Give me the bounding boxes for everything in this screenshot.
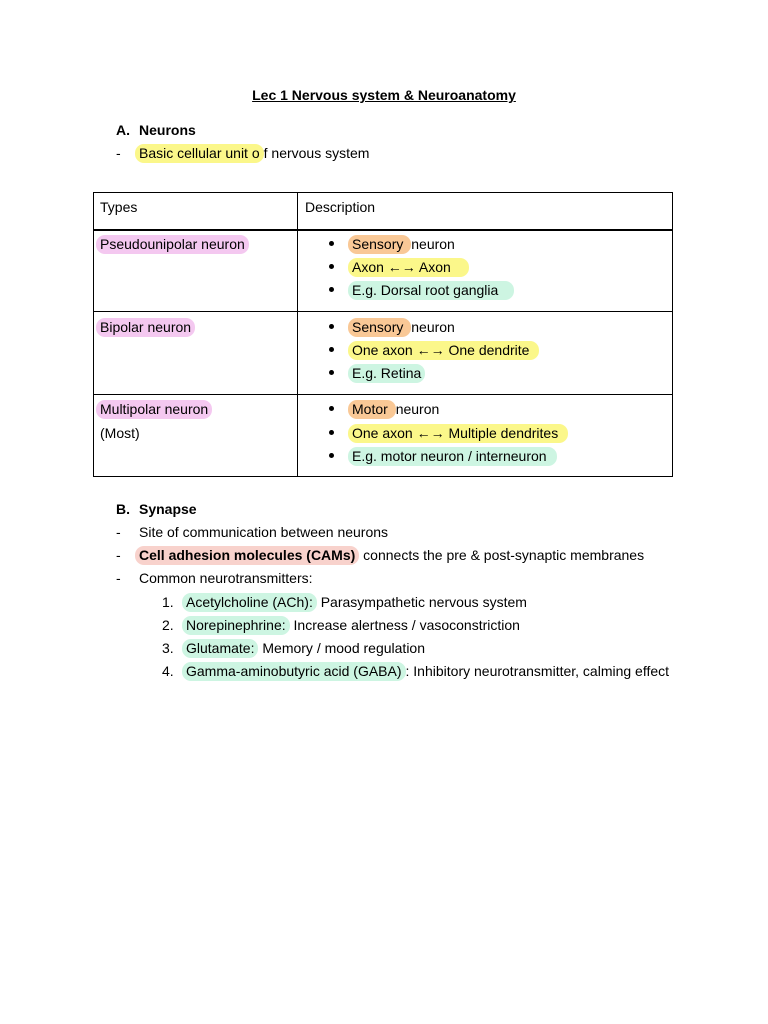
table-header-types: Types xyxy=(100,199,138,215)
neuron-type-cell xyxy=(100,236,249,253)
section-a-dash: - xyxy=(116,145,121,161)
synapse-point-3: Common neurotransmitters: xyxy=(139,570,313,586)
neurotransmitter-desc: Parasympathetic nervous system xyxy=(316,594,527,610)
bullet-icon xyxy=(329,347,334,352)
table-border-right xyxy=(672,192,673,477)
neurotransmitter-name: Gamma-aminobutyric acid (GABA) xyxy=(182,662,406,681)
bullet-icon xyxy=(329,370,334,375)
bullet-icon xyxy=(329,264,334,269)
description-highlight: Axon ←→ Axon xyxy=(348,258,469,277)
description-item xyxy=(352,342,539,359)
description-item xyxy=(352,319,455,336)
description-highlight: Sensory xyxy=(348,318,411,337)
document-title: Lec 1 Nervous system & Neuroanatomy xyxy=(252,87,516,103)
synapse-point-2-rest: connects the pre & post-synaptic membranes xyxy=(359,547,645,563)
list-text xyxy=(186,663,669,680)
description-rest: neuron xyxy=(411,236,455,252)
description-highlight: E.g. Retina xyxy=(348,364,425,383)
description-item xyxy=(352,425,568,442)
description-highlight: One axon ←→ One dendrite xyxy=(348,341,539,360)
description-item xyxy=(352,259,469,276)
bullet-icon xyxy=(329,430,334,435)
bullet-icon xyxy=(329,324,334,329)
description-rest: neuron xyxy=(411,319,455,335)
section-b-marker: B. xyxy=(116,501,130,517)
description-highlight: Motor xyxy=(348,400,396,419)
description-item xyxy=(352,401,439,418)
synapse-point-2 xyxy=(139,547,644,564)
neurotransmitter-desc: Memory / mood regulation xyxy=(258,640,426,656)
description-item xyxy=(352,448,557,465)
list-text xyxy=(186,617,520,634)
neuron-type-cell xyxy=(100,319,195,336)
section-b-dash: - xyxy=(116,524,121,540)
neurotransmitter-name: Glutamate: xyxy=(182,639,258,658)
neuron-type-note: (Most) xyxy=(100,425,140,441)
bullet-icon xyxy=(329,287,334,292)
neurotransmitter-desc: Increase alertness / vasoconstriction xyxy=(289,617,520,633)
table-border-bottom xyxy=(93,476,673,477)
description-item xyxy=(352,365,425,382)
table-row-divider xyxy=(93,394,673,395)
description-highlight: E.g. Dorsal root ganglia xyxy=(348,281,514,300)
section-b-dash: - xyxy=(116,570,121,586)
neurotransmitter-desc: : Inhibitory neurotransmitter, calming effect xyxy=(405,663,670,679)
description-highlight: Sensory xyxy=(348,235,411,254)
table-header-description: Description xyxy=(305,199,376,215)
bullet-icon xyxy=(329,406,334,411)
table-column-divider xyxy=(297,192,298,477)
list-number: 3. xyxy=(162,640,174,656)
section-b-dash: - xyxy=(116,547,121,563)
list-text xyxy=(186,594,527,611)
description-highlight: E.g. motor neuron / interneuron xyxy=(348,447,557,466)
list-number: 2. xyxy=(162,617,174,633)
neuron-type-label: Multipolar neuron xyxy=(96,400,212,419)
list-number: 1. xyxy=(162,594,174,610)
cams-highlight: Cell adhesion molecules (CAMs) xyxy=(135,546,359,565)
table-border-top xyxy=(93,192,673,193)
list-text xyxy=(186,640,425,657)
section-a-marker: A. xyxy=(116,122,130,138)
section-a-heading: Neurons xyxy=(139,122,196,138)
list-number: 4. xyxy=(162,663,174,679)
section-b-heading: Synapse xyxy=(139,501,197,517)
neurotransmitter-name: Norepinephrine: xyxy=(182,616,290,635)
neuron-type-cell xyxy=(100,401,212,418)
description-item xyxy=(352,282,514,299)
table-header-divider xyxy=(93,229,673,231)
bullet-icon xyxy=(329,241,334,246)
section-a-point xyxy=(139,145,369,162)
bullet-icon xyxy=(329,453,334,458)
highlight-basic-unit: Basic cellular unit o xyxy=(135,144,264,163)
description-rest: neuron xyxy=(395,401,440,417)
neuron-type-label: Bipolar neuron xyxy=(96,318,195,337)
section-a-point-rest: f nervous system xyxy=(263,145,370,161)
table-row-divider xyxy=(93,311,673,312)
description-item xyxy=(352,236,455,253)
table-border-left xyxy=(93,192,94,477)
description-highlight: One axon ←→ Multiple dendrites xyxy=(348,424,568,443)
neuron-type-label: Pseudounipolar neuron xyxy=(96,235,249,254)
synapse-point-1: Site of communication between neurons xyxy=(139,524,389,540)
neurotransmitter-name: Acetylcholine (ACh): xyxy=(182,593,317,612)
